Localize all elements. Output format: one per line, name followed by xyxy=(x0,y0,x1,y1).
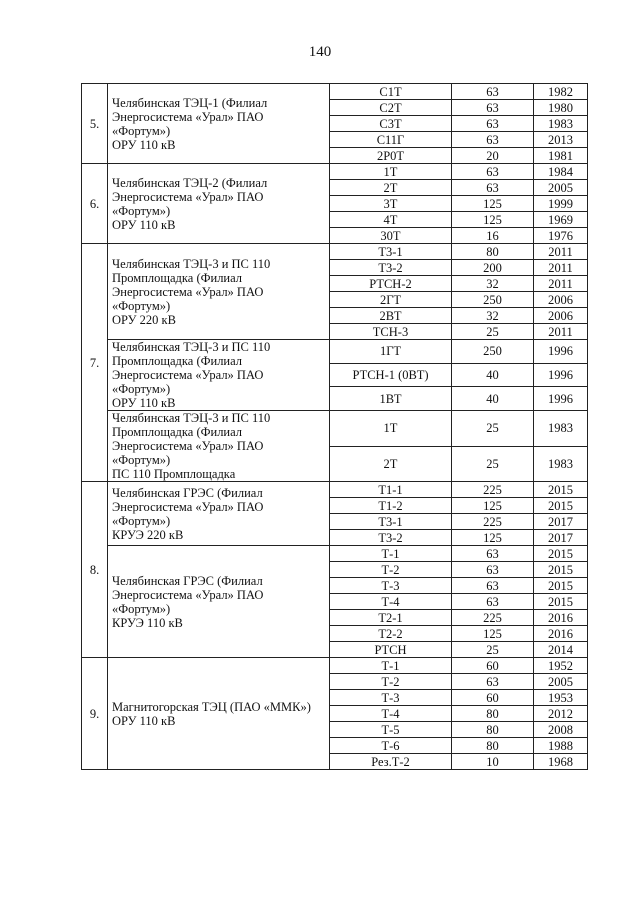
equipment-cell: 2ВТ xyxy=(330,308,452,324)
capacity-cell: 63 xyxy=(452,116,534,132)
equipment-cell: РТСН-1 (0ВТ) xyxy=(330,363,452,387)
capacity-cell: 80 xyxy=(452,706,534,722)
equipment-cell: Т3-2 xyxy=(330,260,452,276)
capacity-cell: 10 xyxy=(452,754,534,770)
equipment-cell: 1ВТ xyxy=(330,387,452,411)
equipment-cell: С2Т xyxy=(330,100,452,116)
table-row xyxy=(82,164,588,180)
equipment-cell: 1Т xyxy=(330,164,452,180)
year-cell: 1982 xyxy=(534,84,588,100)
capacity-cell: 32 xyxy=(452,276,534,292)
capacity-cell: 25 xyxy=(452,446,534,482)
capacity-cell: 60 xyxy=(452,690,534,706)
equipment-cell: Т-3 xyxy=(330,578,452,594)
capacity-cell: 125 xyxy=(452,498,534,514)
equipment-cell: 4Т xyxy=(330,212,452,228)
year-cell: 2011 xyxy=(534,276,588,292)
equipment-cell: Т-2 xyxy=(330,674,452,690)
equipment-cell: Т-4 xyxy=(330,594,452,610)
station-name: Магнитогорская ТЭЦ (ПАО «ММК») ОРУ 110 кВ xyxy=(108,658,330,770)
year-cell: 1981 xyxy=(534,148,588,164)
year-cell: 1996 xyxy=(534,340,588,364)
capacity-cell: 80 xyxy=(452,738,534,754)
capacity-cell: 63 xyxy=(452,84,534,100)
station-name: Челябинская ТЭЦ-3 и ПС 110 Промплощадка (Филиал Энергосистема «Урал» ПАО «Фортум») ОРУ 110 кВ xyxy=(108,340,330,411)
capacity-cell: 63 xyxy=(452,546,534,562)
equipment-cell: Т2-2 xyxy=(330,626,452,642)
capacity-cell: 63 xyxy=(452,100,534,116)
year-cell: 1983 xyxy=(534,446,588,482)
station-name: Челябинская ТЭЦ-3 и ПС 110 Промплощадка (Филиал Энергосистема «Урал» ПАО «Фортум») ОРУ 220 кВ xyxy=(108,244,330,340)
year-cell: 2015 xyxy=(534,578,588,594)
equipment-cell: Т-5 xyxy=(330,722,452,738)
station-name: Челябинская ТЭЦ-2 (Филиал Энергосистема «Урал» ПАО «Фортум») ОРУ 110 кВ xyxy=(108,164,330,244)
year-cell: 1976 xyxy=(534,228,588,244)
capacity-cell: 63 xyxy=(452,594,534,610)
year-cell: 1968 xyxy=(534,754,588,770)
table-row xyxy=(82,482,588,498)
equipment-cell: Т-1 xyxy=(330,658,452,674)
equipment-cell: 1ГТ xyxy=(330,340,452,364)
year-cell: 1988 xyxy=(534,738,588,754)
year-cell: 2016 xyxy=(534,610,588,626)
equipment-cell: Т-1 xyxy=(330,546,452,562)
year-cell: 2005 xyxy=(534,674,588,690)
year-cell: 2015 xyxy=(534,482,588,498)
equipment-cell: С3Т xyxy=(330,116,452,132)
year-cell: 2011 xyxy=(534,244,588,260)
capacity-cell: 225 xyxy=(452,514,534,530)
year-cell: 2014 xyxy=(534,642,588,658)
equipment-cell: Т3-2 xyxy=(330,530,452,546)
year-cell: 2008 xyxy=(534,722,588,738)
equipment-cell: Т3-1 xyxy=(330,244,452,260)
capacity-cell: 125 xyxy=(452,530,534,546)
table-row xyxy=(82,84,588,100)
capacity-cell: 80 xyxy=(452,722,534,738)
year-cell: 2006 xyxy=(534,292,588,308)
year-cell: 1952 xyxy=(534,658,588,674)
year-cell: 2017 xyxy=(534,514,588,530)
year-cell: 2006 xyxy=(534,308,588,324)
page-number: 140 xyxy=(308,44,332,60)
equipment-cell: 2Т xyxy=(330,446,452,482)
capacity-cell: 63 xyxy=(452,578,534,594)
equipment-cell: ТСН-3 xyxy=(330,324,452,340)
year-cell: 2013 xyxy=(534,132,588,148)
year-cell: 2015 xyxy=(534,562,588,578)
capacity-cell: 63 xyxy=(452,132,534,148)
year-cell: 2015 xyxy=(534,546,588,562)
equipment-cell: Т1-2 xyxy=(330,498,452,514)
year-cell: 1983 xyxy=(534,116,588,132)
equipment-cell: Т-4 xyxy=(330,706,452,722)
equipment-cell: С11Г xyxy=(330,132,452,148)
year-cell: 2011 xyxy=(534,324,588,340)
capacity-cell: 60 xyxy=(452,658,534,674)
capacity-cell: 63 xyxy=(452,180,534,196)
capacity-cell: 63 xyxy=(452,164,534,180)
station-name: Челябинская ГРЭС (Филиал Энергосистема «Урал» ПАО «Фортум») КРУЭ 220 кВ xyxy=(108,482,330,546)
year-cell: 2005 xyxy=(534,180,588,196)
equipment-cell: Т-3 xyxy=(330,690,452,706)
equipment-cell: Т-6 xyxy=(330,738,452,754)
group-number: 8. xyxy=(82,482,108,658)
station-name: Челябинская ТЭЦ-3 и ПС 110 Промплощадка (Филиал Энергосистема «Урал» ПАО «Фортум») ПС 110 Промплощадка xyxy=(108,411,330,482)
group-number: 5. xyxy=(82,84,108,164)
table-row xyxy=(82,546,588,562)
equipment-cell: С1Т xyxy=(330,84,452,100)
equipment-cell: Рез.Т-2 xyxy=(330,754,452,770)
equipment-table xyxy=(81,83,588,770)
equipment-cell: Т-2 xyxy=(330,562,452,578)
group-number: 9. xyxy=(82,658,108,770)
equipment-cell: РТСН xyxy=(330,642,452,658)
year-cell: 1980 xyxy=(534,100,588,116)
year-cell: 1953 xyxy=(534,690,588,706)
year-cell: 2015 xyxy=(534,498,588,514)
capacity-cell: 32 xyxy=(452,308,534,324)
capacity-cell: 125 xyxy=(452,626,534,642)
capacity-cell: 40 xyxy=(452,363,534,387)
capacity-cell: 125 xyxy=(452,196,534,212)
year-cell: 1984 xyxy=(534,164,588,180)
table-row xyxy=(82,244,588,260)
year-cell: 2015 xyxy=(534,594,588,610)
group-number: 6. xyxy=(82,164,108,244)
year-cell: 2017 xyxy=(534,530,588,546)
equipment-cell: 2Р0Т xyxy=(330,148,452,164)
year-cell: 1996 xyxy=(534,387,588,411)
equipment-table-body xyxy=(82,84,588,770)
equipment-cell: 1Т xyxy=(330,411,452,447)
table-row xyxy=(82,411,588,447)
year-cell: 1999 xyxy=(534,196,588,212)
equipment-cell: 2ГТ xyxy=(330,292,452,308)
capacity-cell: 63 xyxy=(452,562,534,578)
capacity-cell: 225 xyxy=(452,610,534,626)
capacity-cell: 225 xyxy=(452,482,534,498)
year-cell: 1983 xyxy=(534,411,588,447)
capacity-cell: 25 xyxy=(452,642,534,658)
year-cell: 1969 xyxy=(534,212,588,228)
year-cell: 1996 xyxy=(534,363,588,387)
capacity-cell: 20 xyxy=(452,148,534,164)
year-cell: 2016 xyxy=(534,626,588,642)
capacity-cell: 25 xyxy=(452,411,534,447)
capacity-cell: 40 xyxy=(452,387,534,411)
station-name: Челябинская ТЭЦ-1 (Филиал Энергосистема «Урал» ПАО «Фортум») ОРУ 110 кВ xyxy=(108,84,330,164)
equipment-cell: Т1-1 xyxy=(330,482,452,498)
equipment-cell: 2Т xyxy=(330,180,452,196)
capacity-cell: 25 xyxy=(452,324,534,340)
capacity-cell: 125 xyxy=(452,212,534,228)
year-cell: 2012 xyxy=(534,706,588,722)
equipment-cell: РТСН-2 xyxy=(330,276,452,292)
capacity-cell: 16 xyxy=(452,228,534,244)
table-row xyxy=(82,658,588,674)
year-cell: 2011 xyxy=(534,260,588,276)
equipment-cell: Т2-1 xyxy=(330,610,452,626)
station-name: Челябинская ГРЭС (Филиал Энергосистема «Урал» ПАО «Фортум») КРУЭ 110 кВ xyxy=(108,546,330,658)
capacity-cell: 63 xyxy=(452,674,534,690)
group-number: 7. xyxy=(82,244,108,482)
capacity-cell: 250 xyxy=(452,340,534,364)
equipment-cell: 30Т xyxy=(330,228,452,244)
equipment-cell: 3Т xyxy=(330,196,452,212)
capacity-cell: 200 xyxy=(452,260,534,276)
equipment-cell: Т3-1 xyxy=(330,514,452,530)
table-row xyxy=(82,340,588,364)
capacity-cell: 80 xyxy=(452,244,534,260)
capacity-cell: 250 xyxy=(452,292,534,308)
